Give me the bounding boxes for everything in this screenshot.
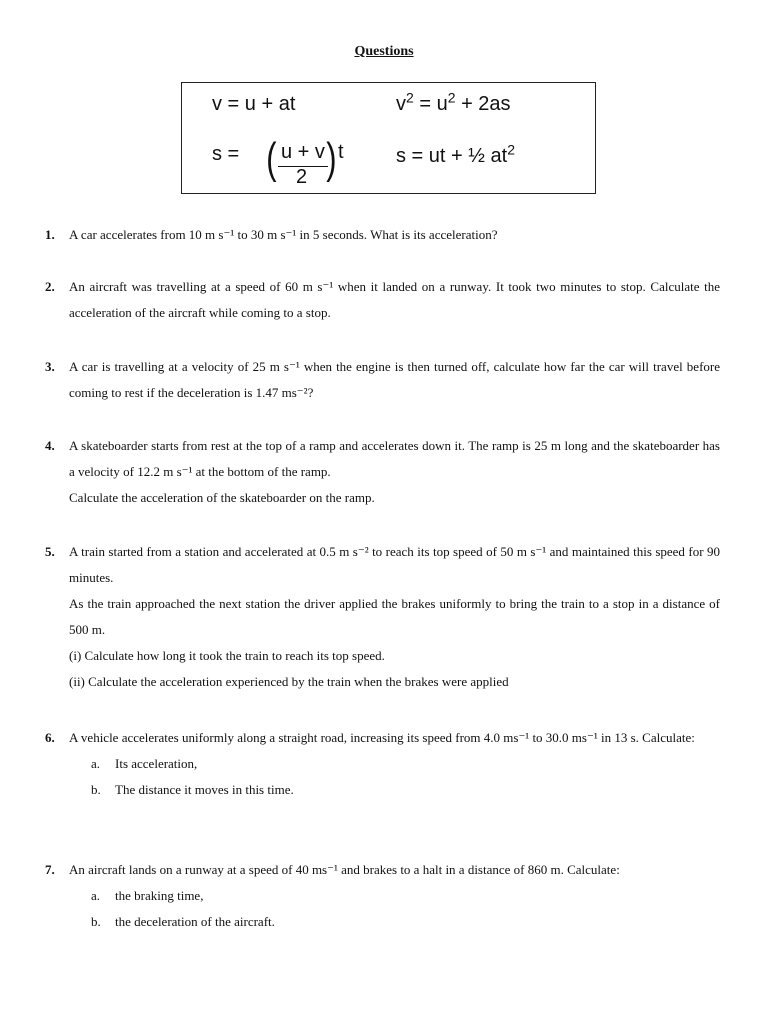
question-4: 4. A skateboarder starts from rest at the top of a ramp and accelerates down it. The ramp is 25 m long and the skateboarder has a velocity of 12.2 m s⁻¹ at the bottom of the ramp. Calculate the acceleration of the skateboarder on the ramp. xyxy=(45,433,720,511)
question-5: 5. A train started from a station and accelerated at 0.5 m s⁻² to reach its top speed of 50 m s⁻¹ and maintained this speed for 90 minutes. As the train approached the next station the driver applied the brakes uniformly to bring the train to a stop in a distance of 500 m. (i) Calculate how long it took the train to reach its top speed. (ii) Calculate the acceleration experienced by the train when the brakes were applied xyxy=(45,539,720,695)
equation-v2: $v^2 = u^2 + 2as$ xyxy=(396,89,511,115)
equation-s-ut: s = ut + ½ $at^2$ xyxy=(396,141,515,167)
equation-s-average: s = ( u + v 2 ) t xyxy=(212,134,344,188)
subquestion-i: (i) Calculate how long it took the train to reach its top speed. xyxy=(69,648,385,663)
question-text: A car is travelling at a velocity of 25 m s⁻¹ when the engine is then turned off, calculate how far the car will travel before coming to rest if the deceleration is 1.47 ms⁻²? xyxy=(69,359,720,400)
question-text: A vehicle accelerates uniformly along a straight road, increasing its speed from 4.0 ms⁻¹ to 30.0 ms⁻¹ in 13 s. Calculate: xyxy=(69,730,695,745)
subquestion-ii: (ii) Calculate the acceleration experienced by the train when the brakes were applied xyxy=(69,674,509,689)
subquestion-a: a. the braking time, xyxy=(91,888,204,903)
question-text: An aircraft was travelling at a speed of 60 m s⁻¹ when it landed on a runway. It took two minutes to stop. Calculate the acceleration of the aircraft while coming to a stop. xyxy=(69,279,720,320)
page-title: Questions xyxy=(354,44,414,59)
question-text: Calculate the acceleration of the skateboarder on the ramp. xyxy=(69,490,375,505)
subquestion-a: a. Its acceleration, xyxy=(91,756,198,771)
question-7: 7. An aircraft lands on a runway at a speed of 40 ms⁻¹ and brakes to a halt in a distance of 860 m. Calculate: a. the braking time, b. the deceleration of the aircraft. xyxy=(45,857,720,935)
question-text: A train started from a station and accelerated at 0.5 m s⁻² to reach its top speed of 50 m s⁻¹ and maintained this speed for 90 minutes. xyxy=(69,544,720,585)
question-3: 3. A car is travelling at a velocity of 25 m s⁻¹ when the engine is then turned off, calculate how far the car will travel before coming to rest if the deceleration is 1.47 ms⁻²? xyxy=(45,354,720,406)
question-text: An aircraft lands on a runway at a speed of 40 ms⁻¹ and brakes to a halt in a distance of 860 m. Calculate: xyxy=(69,862,620,877)
question-6: 6. A vehicle accelerates uniformly along a straight road, increasing its speed from 4.0 ms⁻¹ to 30.0 ms⁻¹ in 13 s. Calculate: a. Its acceleration, b. The distance it moves in this time. xyxy=(45,725,720,803)
question-text: As the train approached the next station the driver applied the brakes uniformly to bring the train to a stop in a distance of 500 m. xyxy=(69,596,720,637)
question-1: 1. A car accelerates from 10 m s⁻¹ to 30 m s⁻¹ in 5 seconds. What is its acceleration? xyxy=(45,222,720,248)
question-2: 2. An aircraft was travelling at a speed of 60 m s⁻¹ when it landed on a runway. It took two minutes to stop. Calculate the acceleration of the aircraft while coming to a stop. xyxy=(45,274,720,326)
equations-box xyxy=(181,82,596,194)
subquestion-b: b. the deceleration of the aircraft. xyxy=(91,914,275,929)
equation-v-u-at: v = u + at xyxy=(212,93,296,115)
question-text: A car accelerates from 10 m s⁻¹ to 30 m s⁻¹ in 5 seconds. What is its acceleration? xyxy=(69,227,498,242)
question-text: A skateboarder starts from rest at the top of a ramp and accelerates down it. The ramp is 25 m long and the skateboarder has a velocity of 12.2 m s⁻¹ at the bottom of the ramp. xyxy=(69,438,720,479)
subquestion-b: b. The distance it moves in this time. xyxy=(91,782,294,797)
